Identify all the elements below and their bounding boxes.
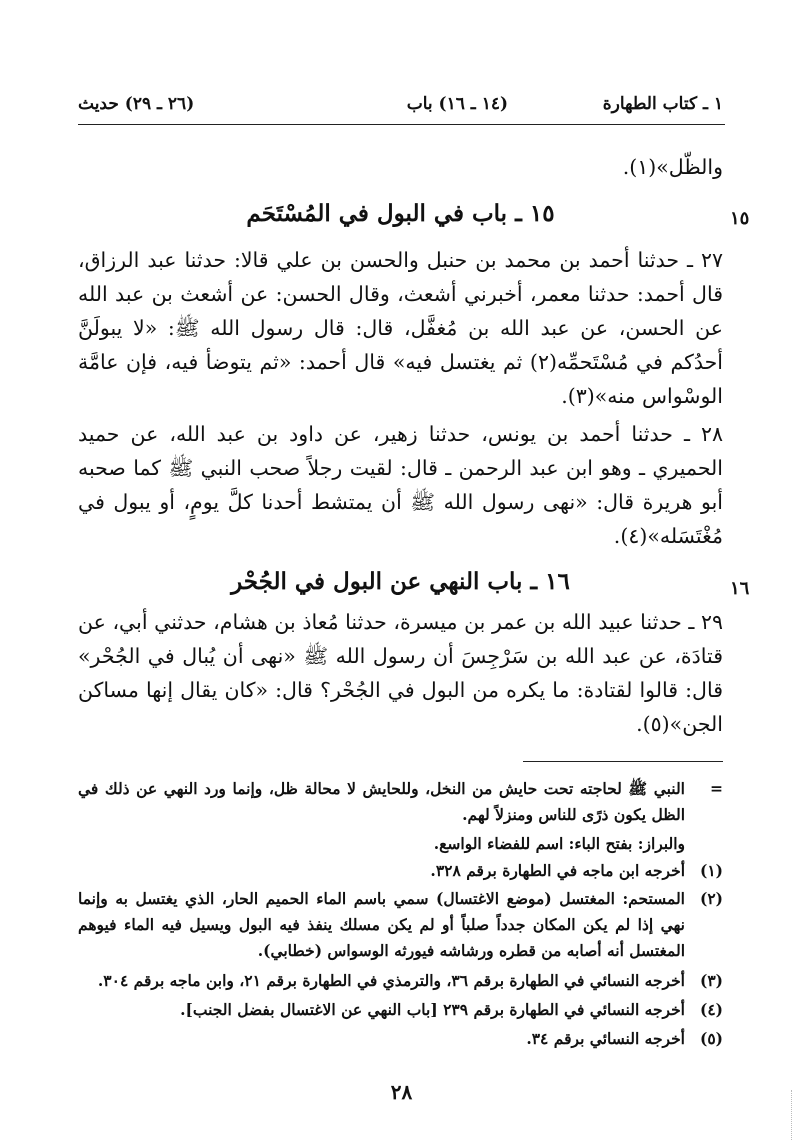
footnote-mark: = bbox=[710, 779, 723, 798]
header-hadith-range: (٢٦ ـ ٢٩) حديث bbox=[78, 94, 195, 114]
hadith-28: ٢٨ ـ حدثنا أحمد بن يونس، حدثنا زهير، عن داود بن عبد الله، عن حميد الحميري ـ وهو ابن عبد الرحمن ـ قال: لقيت رجلاً صحب النبي ﷺ كما صحبه أبو هريرة قال: «نهى رسول الله ﷺ أن يمتشط أحدنا كلَّ يومٍ، أو يبول في مُغْتَسَله»(٤). bbox=[78, 422, 723, 548]
footnote-text: أخرجه النسائي في الطهارة برقم ٢٣٩ [باب النهي عن الاغتسال بفضل الجنب]. bbox=[180, 1000, 685, 1019]
footnote-2 bbox=[78, 886, 723, 964]
footnote-4 bbox=[78, 997, 723, 1023]
footnote-mark: (٢) bbox=[699, 889, 723, 908]
footnote-text: أخرجه النسائي برقم ٣٤. bbox=[526, 1029, 685, 1048]
chapter-15-title: ١٥ ـ باب في البول في المُسْتَحَم bbox=[246, 200, 555, 227]
scan-edge-mark bbox=[791, 1090, 794, 1140]
footnote-text: أخرجه ابن ماجه في الطهارة برقم ٣٢٨. bbox=[430, 861, 685, 880]
footnote-rule bbox=[523, 761, 723, 762]
footnote-3 bbox=[78, 968, 723, 994]
continued-line: والظّل»(١). bbox=[622, 155, 723, 179]
footnote-text: أخرجه النسائي في الطهارة برقم ٣٦، والترمذي في الطهارة برقم ٢١، وابن ماجه برقم ٣٠٤. bbox=[97, 971, 685, 990]
footnote-continuation bbox=[78, 776, 723, 828]
chapter-16-title: ١٦ ـ باب النهي عن البول في الجُحْر bbox=[231, 568, 570, 595]
footnote-text: والبراز: بفتح الباء: اسم للفضاء الواسع. bbox=[433, 834, 685, 853]
header-chapter-range: (١٤ ـ ١٦) باب bbox=[406, 94, 508, 114]
footnote-baraz bbox=[78, 831, 723, 857]
hadith-29: ٢٩ ـ حدثنا عبيد الله بن عمر بن ميسرة، حدثنا مُعاذ بن هشام، حدثني أبي، عن قتادَة، عن عبد الله بن سَرْجِسَ أن رسول الله ﷺ «نهى أن يُبال في الجُحْر» قال: قالوا لقتادة: ما يكره من البول في الجُحْر؟ قال: «كان يقال إنها مساكن الجن»(٥). bbox=[78, 610, 723, 736]
chapter-15-side-number: ١٥ bbox=[730, 208, 750, 229]
hadith-27: ٢٧ ـ حدثنا أحمد بن محمد بن حنبل والحسن بن علي قالا: حدثنا عبد الرزاق، قال أحمد: حدثنا معمر، أخبرني أشعث، وقال الحسن: عن أشعث بن عبد الله عن الحسن، عن عبد الله بن مُغفَّل، قال: قال رسول الله ﷺ: «لا يبولَنَّ أحدُكم في مُسْتَحمِّه(٢) ثم يغتسل فيه» قال أحمد: «ثم يتوضأ فيه، فإن عامَّة الوسْواس منه»(٣). bbox=[78, 248, 723, 408]
header-rule bbox=[78, 124, 725, 125]
footnote-1 bbox=[78, 858, 723, 884]
footnote-mark: (٤) bbox=[699, 1000, 723, 1019]
footnote-mark: (٣) bbox=[699, 971, 723, 990]
footnote-mark: (٥) bbox=[699, 1029, 723, 1048]
footnote-mark: (١) bbox=[699, 861, 723, 880]
running-header bbox=[78, 94, 723, 120]
footnote-text: المستحم: المغتسل (موضع الاغتسال) سمي باسم الماء الحميم الحار، الذي يغتسل به وإنما نهي إذا لم يكن المكان جدداً صلباً أو لم يكن مسلك ينفذ فيه البول ويسيل فيه الماء فيوهم المغتسل أنه أصابه من قطره ورشاشه فيورثه الوسواس (خطابي). bbox=[78, 889, 685, 960]
header-book-title: ١ ـ كتاب الطهارة bbox=[602, 94, 723, 114]
footnote-5 bbox=[78, 1026, 723, 1052]
footnote-text: النبي ﷺ لحاجته تحت حايش من النخل، وللحايش لا محالة ظل، وإنما ورد النهي عن ذلك في الظل يكون ذرًى للناس ومنزلاً لهم. bbox=[78, 779, 685, 824]
page-number: ٢٨ bbox=[390, 1080, 413, 1104]
chapter-16-side-number: ١٦ bbox=[730, 578, 750, 599]
